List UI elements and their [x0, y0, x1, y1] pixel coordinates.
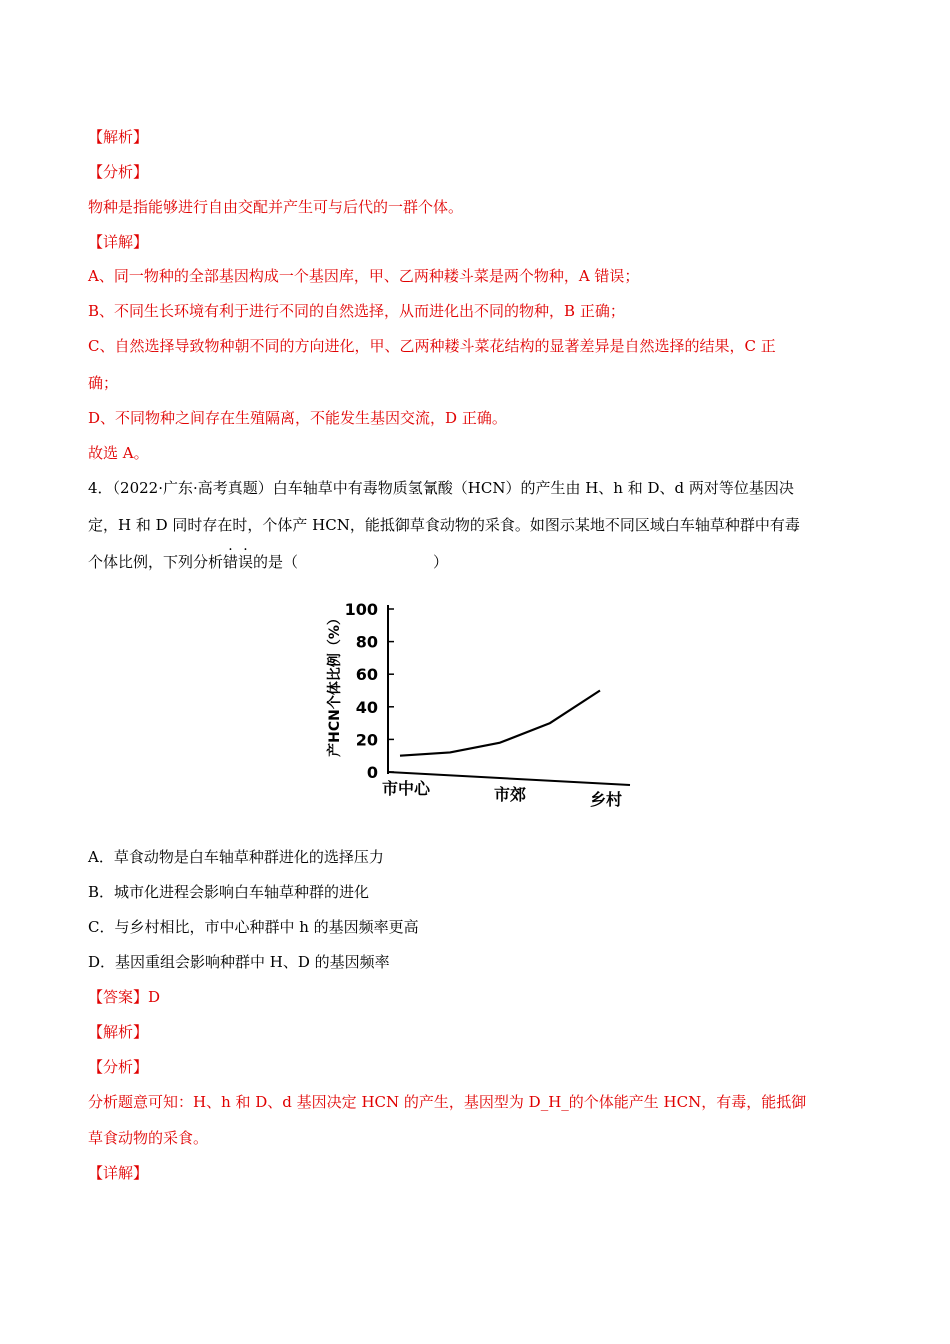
y-tick-label: 0 — [366, 763, 378, 782]
y-tick-label: 80 — [355, 632, 378, 652]
explain-d: D、不同物种之间存在生殖隔离，不能发生基因交流，D 正确。 — [88, 409, 507, 427]
explain-c-line2: 确； — [88, 374, 119, 392]
option-c: C．与乡村相比，市中心种群中 h 的基因频率更高 — [88, 918, 419, 936]
fenxi-text-1: 物种是指能够进行自由交配并产生可与后代的一群个体。 — [88, 198, 464, 216]
y-tick-label: 60 — [355, 665, 378, 685]
question-line-2: 定，H 和 D 同时存在时，个体产 HCN，能抵御草食动物的采食。如图示某地不同区域白车轴草种群中有毒 — [88, 516, 800, 534]
y-axis-label: 产HCN个体比例（%） — [327, 611, 343, 757]
conclusion-1: 故选 A。 — [88, 444, 149, 462]
question-line-3-pre: 个体比例，下列分析 — [88, 553, 224, 571]
x-label-city-center: 市中心 — [381, 779, 431, 798]
explain-b: B、不同生长环境有利于进行不同的自然选择，从而进化出不同的物种，B 正确； — [88, 302, 625, 320]
explain-c-line1: C、自然选择导致物种朝不同的方向进化，甲、乙两种耧斗菜花结构的显著差异是自然选择的结果，C 正 — [88, 337, 776, 355]
fenxi-label-1: 【分析】 — [88, 163, 149, 181]
hcn-line-chart — [318, 596, 638, 818]
xiangjie-label-2: 【详解】 — [88, 1164, 149, 1182]
option-b: B．城市化进程会影响白车轴草种群的进化 — [88, 883, 370, 901]
question-line-3 — [88, 552, 448, 572]
option-a: A．草食动物是白车轴草种群进化的选择压力 — [88, 848, 384, 866]
question-line-3-post: 的是（ ） — [253, 553, 449, 571]
x-label-suburb: 市郊 — [493, 785, 527, 804]
x-label-village: 乡村 — [589, 790, 623, 809]
emphasis-char-1: 错 — [223, 553, 239, 571]
answer-label: 【答案】D — [88, 988, 161, 1006]
question-line-1: 4．（2022·广东·高考真题）白车轴草中有毒物质氢氰酸（HCN）的产生由 H、h 和 D、d 两对等位基因决 — [88, 479, 794, 497]
y-tick-label: 100 — [344, 600, 378, 619]
explain-a: A、同一物种的全部基因构成一个基因库，甲、乙两种耧斗菜是两个物种，A 错误； — [88, 267, 640, 285]
y-tick-label: 40 — [355, 697, 378, 717]
jiexi-label-1: 【解析】 — [88, 128, 149, 146]
option-d: D．基因重组会影响种群中 H、D 的基因频率 — [88, 953, 390, 971]
xiangjie-label-1: 【详解】 — [88, 233, 149, 251]
jiexi-label-2: 【解析】 — [88, 1023, 149, 1041]
fenxi-text-2-line2: 草食动物的采食。 — [88, 1129, 209, 1147]
series-line — [400, 691, 600, 756]
fenxi-text-2-line1: 分析题意可知：H、h 和 D、d 基因决定 HCN 的产生，基因型为 D_H_的个体能产生 HCN，有毒，能抵御 — [88, 1093, 807, 1111]
fenxi-label-2: 【分析】 — [88, 1058, 149, 1076]
y-tick-label: 20 — [355, 730, 378, 750]
emphasis-char-2: 误 — [238, 553, 254, 571]
